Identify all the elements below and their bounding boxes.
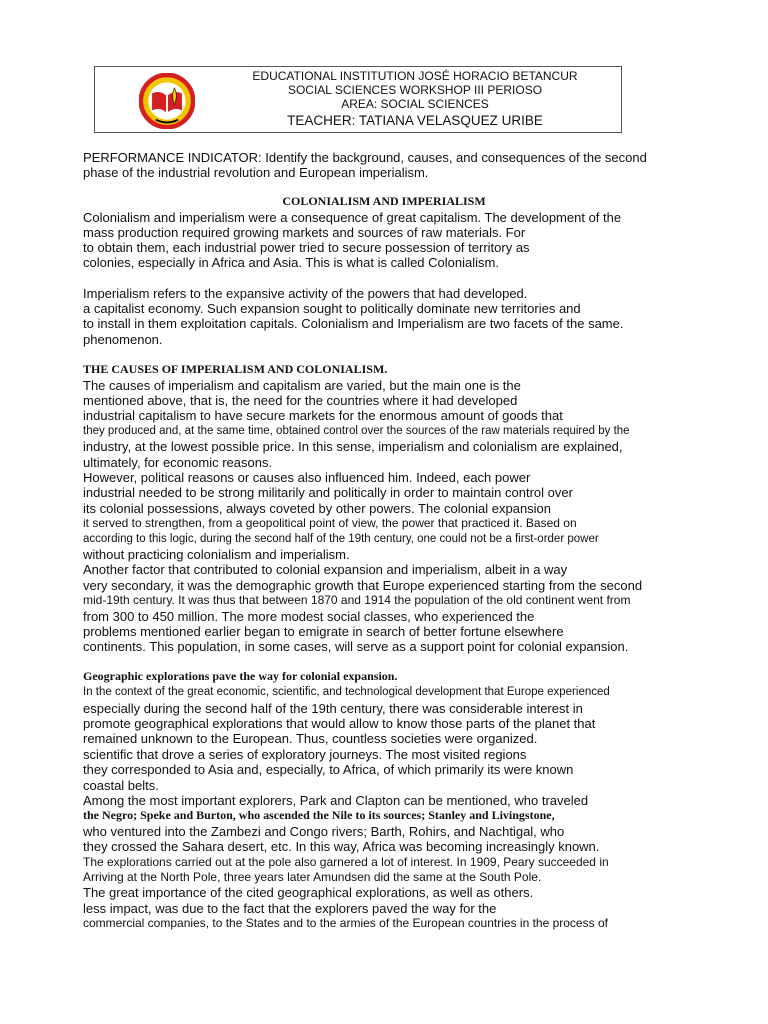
paragraph-line: continents. This population, in some cases, will serve as a support point for colonial expansion. xyxy=(83,639,629,654)
paragraph-line: less impact, was due to the fact that the explorers paved the way for the xyxy=(83,901,497,916)
paragraph-line: according to this logic, during the second half of the 19th century, one could not be a first-order power xyxy=(83,533,599,545)
paragraph-line: mid-19th century. It was thus that between 1870 and 1914 the population of the old continent went from xyxy=(83,593,631,607)
paragraph-line: especially during the second half of the 19th century, there was considerable interest in xyxy=(83,701,583,716)
paragraph-line: Imperialism refers to the expansive activity of the powers that had developed. xyxy=(83,286,528,301)
paragraph-line: Arriving at the North Pole, three years later Amundsen did the same at the South Pole. xyxy=(83,870,542,884)
institution-name: EDUCATIONAL INSTITUTION JOSÉ HORACIO BETANCUR xyxy=(252,69,578,83)
paragraph-line: coastal belts. xyxy=(83,778,159,793)
paragraph-line: However, political reasons or causes also influenced him. Indeed, each power xyxy=(83,470,531,485)
paragraph-line: from 300 to 450 million. The more modest social classes, who experienced the xyxy=(83,609,535,624)
section-title: COLONIALISM AND IMPERIALISM xyxy=(282,194,486,208)
teacher-name: TEACHER: TATIANA VELASQUEZ URIBE xyxy=(287,113,543,128)
paragraph-line: problems mentioned earlier began to emigrate in search of better fortune elsewhere xyxy=(83,624,564,639)
paragraph-line: promote geographical explorations that would allow to know those parts of the planet that xyxy=(83,716,596,731)
paragraph-line: mentioned above, that is, the need for the countries where it had developed xyxy=(83,393,518,408)
paragraph-line: a capitalist economy. Such expansion sought to politically dominate new territories and xyxy=(83,301,581,316)
paragraph-line: without practicing colonialism and imperialism. xyxy=(83,547,350,562)
paragraph-line: Among the most important explorers, Park and Clapton can be mentioned, who traveled xyxy=(83,793,589,808)
paragraph-line: colonies, especially in Africa and Asia. This is what is called Colonialism. xyxy=(83,255,499,270)
paragraph-line: to install in them exploitation capitals. Colonialism and Imperialism are two facets of the same. xyxy=(83,316,624,331)
section-heading: Geographic explorations pave the way for colonial expansion. xyxy=(83,669,398,683)
paragraph-line: The explorations carried out at the pole also garnered a lot of interest. In 1909, Peary succeeded in xyxy=(83,855,609,869)
paragraph-line: industry, at the lowest possible price. In this sense, imperialism and colonialism are explained, xyxy=(83,439,623,454)
paragraph-line: Another factor that contributed to colonial expansion and imperialism, albeit in a way xyxy=(83,562,568,577)
paragraph-line: phenomenon. xyxy=(83,332,163,347)
paragraph-line: it served to strengthen, from a geopolitical point of view, the power that practiced it. Based on xyxy=(83,516,577,530)
paragraph-line: remained unknown to the European. Thus, countless societies were organized. xyxy=(83,731,538,746)
section-heading: THE CAUSES OF IMPERIALISM AND COLONIALISM. xyxy=(83,362,388,376)
paragraph-line: scientific that drove a series of exploratory journeys. The most visited regions xyxy=(83,747,527,762)
paragraph-line: they corresponded to Asia and, especially, to Africa, of which primarily its were known xyxy=(83,762,574,777)
performance-indicator-line: phase of the industrial revolution and European imperialism. xyxy=(83,165,429,180)
paragraph-line: mass production required growing markets and sources of raw materials. For xyxy=(83,225,526,240)
area-label: AREA: SOCIAL SCIENCES xyxy=(341,97,489,111)
paragraph-line: its colonial possessions, always coveted by other powers. The colonial expansion xyxy=(83,501,552,516)
header-box xyxy=(94,66,622,133)
paragraph-line: they crossed the Sahara desert, etc. In this way, Africa was becoming increasingly known. xyxy=(83,839,600,854)
paragraph-line: industrial needed to be strong militarily and politically in order to maintain control over xyxy=(83,485,573,500)
paragraph-line: Colonialism and imperialism were a consequence of great capitalism. The development of the xyxy=(83,210,622,225)
paragraph-line: The causes of imperialism and capitalism are varied, but the main one is the xyxy=(83,378,521,393)
paragraph-line: who ventured into the Zambezi and Congo rivers; Barth, Rohirs, and Nachtigal, who xyxy=(83,824,565,839)
paragraph-line: ultimately, for economic reasons. xyxy=(83,455,273,470)
paragraph-line: to obtain them, each industrial power tried to secure possession of territory as xyxy=(83,240,530,255)
paragraph-line: the Negro; Speke and Burton, who ascended the Nile to its sources; Stanley and Livingstone, xyxy=(83,808,555,822)
paragraph-line: The great importance of the cited geographical explorations, as well as others. xyxy=(83,885,534,900)
paragraph-line: In the context of the great economic, scientific, and technological development that Europe experienced xyxy=(83,686,610,698)
workshop-title: SOCIAL SCIENCES WORKSHOP III PERIOSO xyxy=(287,83,543,97)
paragraph-line: industrial capitalism to have secure markets for the enormous amount of goods that xyxy=(83,408,563,423)
paragraph-line: very secondary, it was the demographic growth that Europe experienced starting from the second xyxy=(83,578,643,593)
paragraph-line: they produced and, at the same time, obtained control over the sources of the raw materials required by the xyxy=(83,425,630,437)
paragraph-line: commercial companies, to the States and to the armies of the European countries in the process of xyxy=(83,916,608,930)
performance-indicator-line: PERFORMANCE INDICATOR: Identify the background, causes, and consequences of the second xyxy=(83,150,647,165)
